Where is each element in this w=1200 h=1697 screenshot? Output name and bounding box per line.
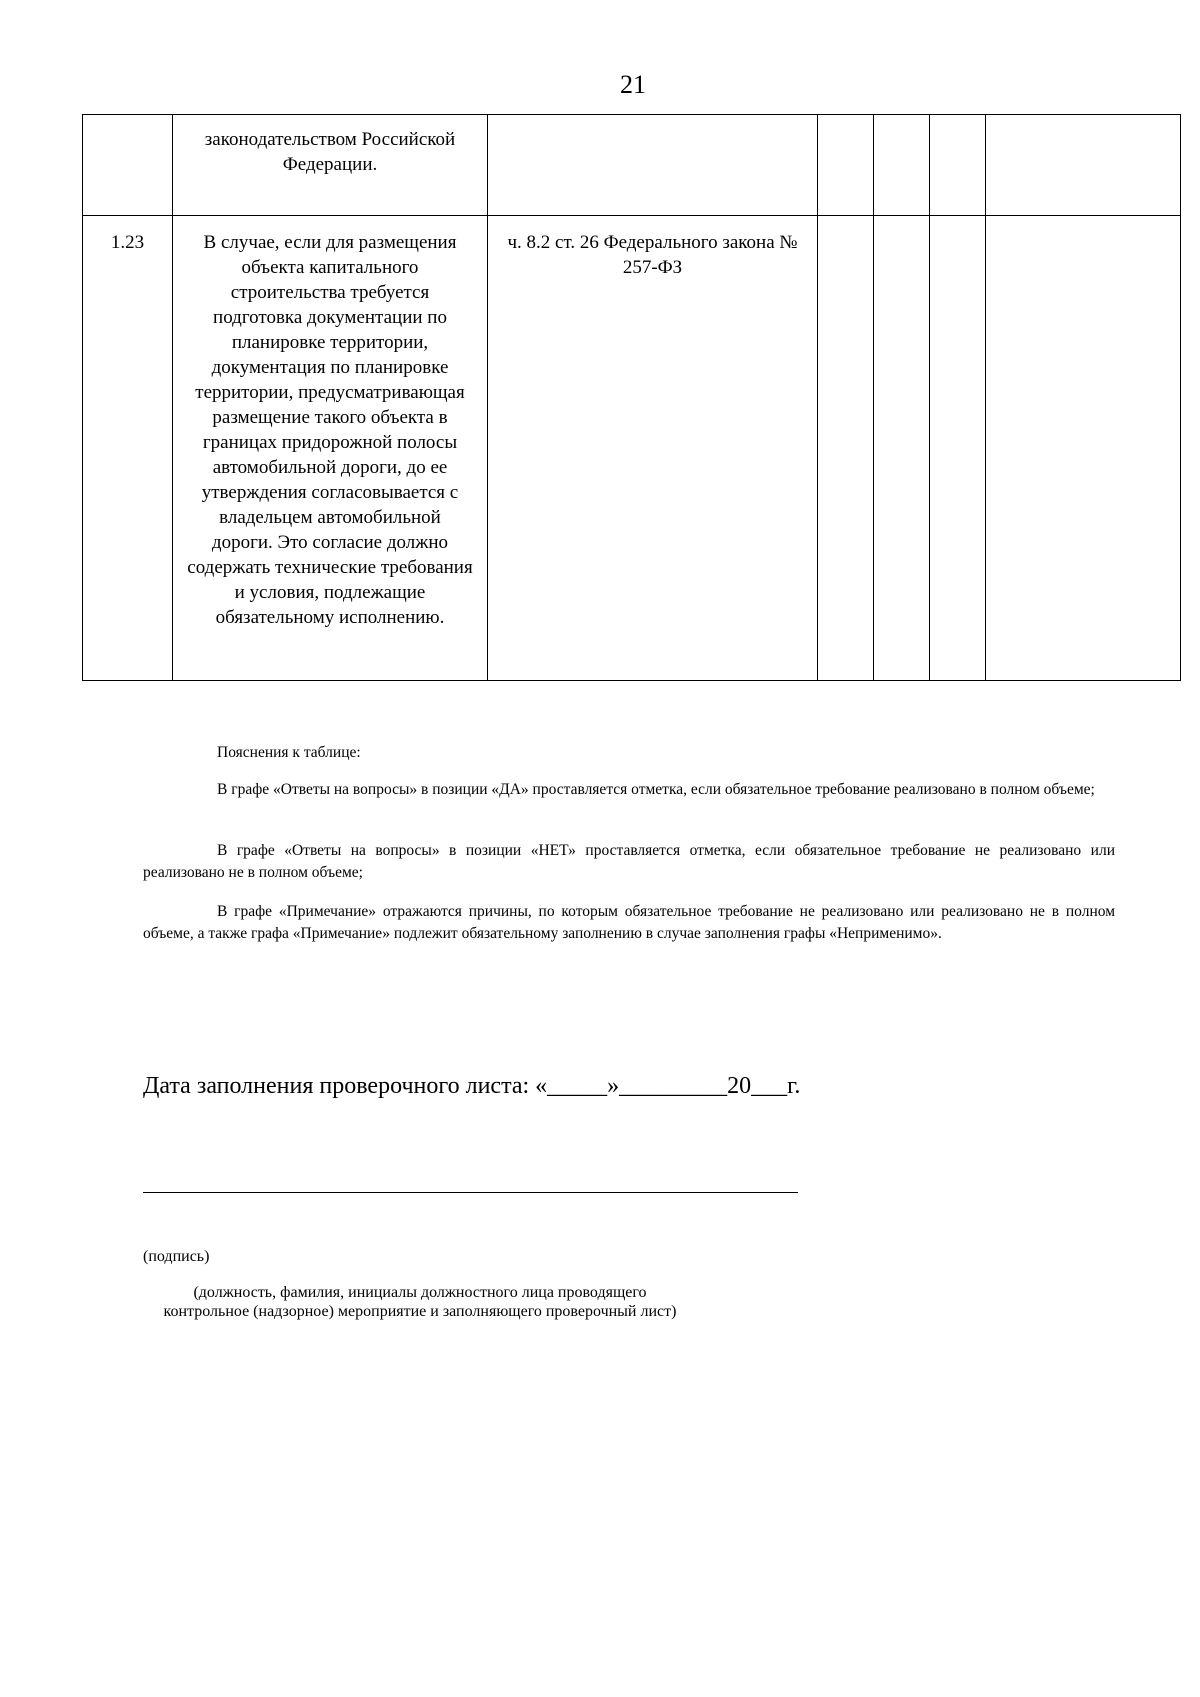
notes-paragraph: В графе «Примечание» отражаются причины, по которым обязательное требование не реализовано или реализовано не в полном объеме, а также графа «Примечание» подлежит обязательному заполнению в случае заполнения графы «Неприменимо». xyxy=(143,903,1115,942)
answer-no-cell xyxy=(874,216,930,681)
note-cell xyxy=(986,115,1181,216)
note-cell xyxy=(986,216,1181,681)
notes-paragraph: В графе «Ответы на вопросы» в позиции «ДА» проставляется отметка, если обязательное требование реализовано в полном объеме; xyxy=(217,781,1095,798)
table-row xyxy=(83,216,1181,681)
legal-reference-cell xyxy=(488,115,818,216)
signature-line xyxy=(143,1192,798,1193)
page-number: 21 xyxy=(620,70,646,99)
table-row xyxy=(83,115,1181,216)
fill-date-line: Дата заполнения проверочного листа: «_____»_________20___г. xyxy=(143,1073,801,1099)
item-number-cell xyxy=(83,115,173,216)
requirements-table xyxy=(82,114,1181,681)
requirement-cell: В случае, если для размещения объекта капитального строительства требуется подготовка документации по планировке территории, документация по планировке территории, предусматривающая размещение такого объекта в границах придорожной полосы автомобильной дороги, до ее утверждения согласовывается с владельцем автомобильной дороги. Это согласие должно содержать технические требования и условия, подлежащие обязательному исполнению. xyxy=(173,216,488,681)
answer-yes-cell xyxy=(818,216,874,681)
notes-title: Пояснения к таблице: xyxy=(217,744,361,761)
answer-yes-cell xyxy=(818,115,874,216)
official-position-caption: (должность, фамилия, инициалы должностного лица проводящего контрольное (надзорное) мероприятие и заполняющего проверочный лист) xyxy=(163,1284,677,1320)
answer-not-applicable-cell xyxy=(930,115,986,216)
item-number-cell: 1.23 xyxy=(83,216,173,681)
signature-caption: (подпись) xyxy=(143,1248,210,1265)
requirement-cell: законодательством Российской Федерации. xyxy=(173,115,488,216)
answer-no-cell xyxy=(874,115,930,216)
notes-paragraph: В графе «Ответы на вопросы» в позиции «НЕТ» проставляется отметка, если обязательное требование не реализовано или реализовано не в полном объеме; xyxy=(143,842,1115,881)
answer-not-applicable-cell xyxy=(930,216,986,681)
legal-reference-cell: ч. 8.2 ст. 26 Федерального закона № 257-ФЗ xyxy=(488,216,818,681)
